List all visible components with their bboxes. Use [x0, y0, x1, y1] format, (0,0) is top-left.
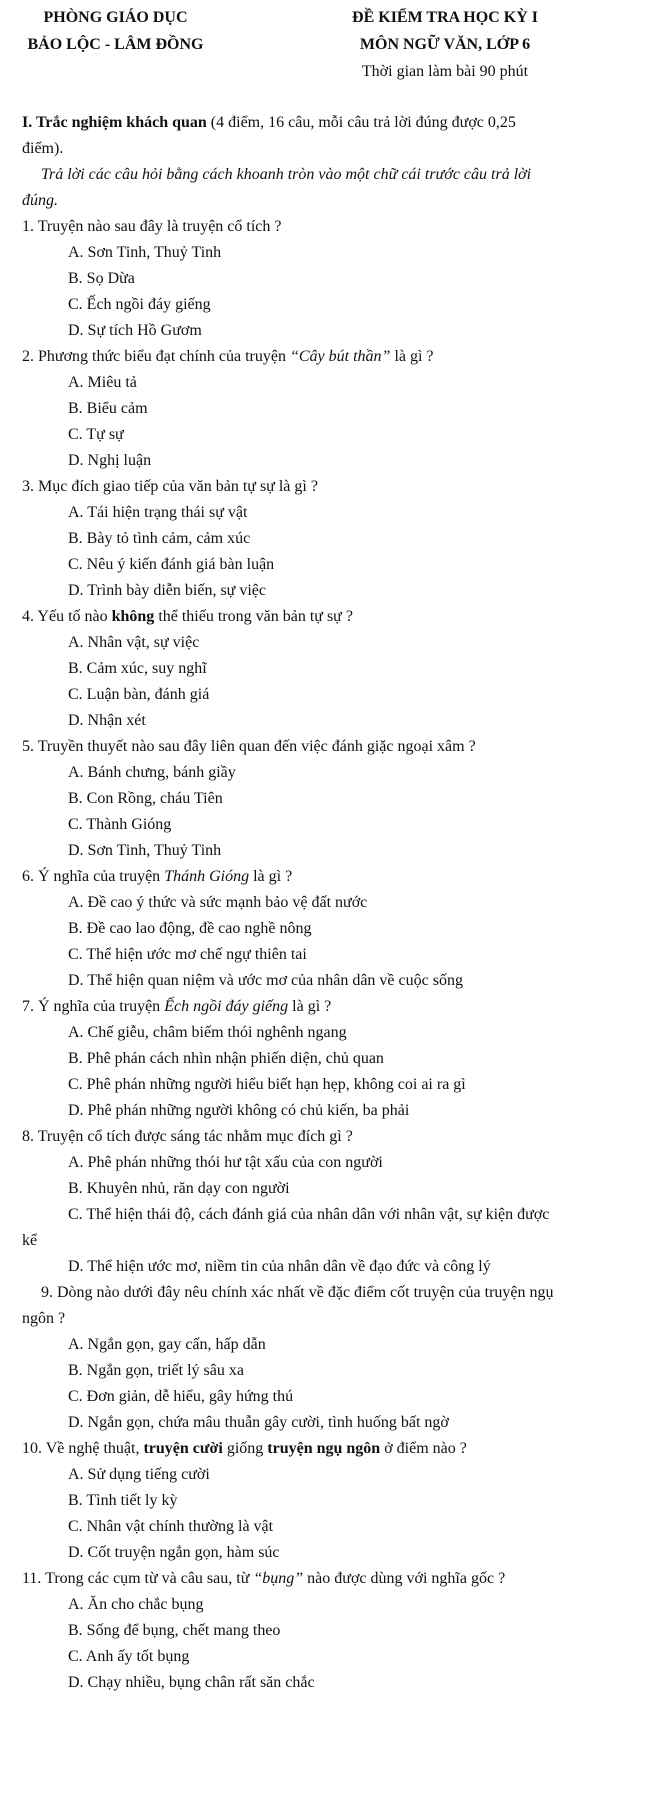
question-text-part: là gì ?	[390, 348, 434, 365]
answer-option[interactable]: D. Chạy nhiều, bụng chân rất săn chắc	[68, 1674, 315, 1691]
question	[22, 864, 630, 994]
answer-option[interactable]: B. Sọ Dừa	[68, 270, 135, 287]
question-emphasis: Ếch ngồi đáy giếng	[164, 998, 289, 1015]
question-text: 9. Dòng nào dưới đây nêu chính xác nhất về đặc điểm cốt truyện của truyện ngụ	[41, 1284, 554, 1301]
question	[22, 1566, 630, 1696]
answer-option[interactable]: A. Miêu tả	[68, 374, 137, 391]
answer-option[interactable]: D. Sơn Tinh, Thuỷ Tinh	[68, 842, 222, 859]
answer-option[interactable]: C. Luận bàn, đánh giá	[68, 686, 210, 703]
answer-option[interactable]: C. Nêu ý kiến đánh giá bàn luận	[68, 556, 275, 573]
section-title	[22, 110, 630, 136]
exam-content	[22, 110, 630, 1696]
question-text-part: là gì ?	[249, 868, 293, 885]
instruction: Trả lời các câu hỏi bằng cách khoanh tròn vào một chữ cái trước câu trả lời	[41, 166, 532, 183]
question-text-part: 4. Yếu tố nào	[22, 608, 112, 625]
answer-option[interactable]: C. Thành Gióng	[68, 816, 172, 833]
answer-option[interactable]: D. Thể hiện ước mơ, niềm tin của nhân dân về đạo đức và công lý	[68, 1258, 491, 1275]
question	[22, 1124, 630, 1280]
answer-option[interactable]: B. Sống để bụng, chết mang theo	[68, 1622, 281, 1639]
answer-option[interactable]: A. Phê phán những thói hư tật xấu của con người	[68, 1154, 383, 1171]
answer-option[interactable]: C. Ếch ngồi đáy giếng	[68, 296, 211, 313]
question-text: 8. Truyện cổ tích được sáng tác nhằm mục đích gì ?	[22, 1128, 353, 1145]
question	[22, 474, 630, 604]
answer-option[interactable]: B. Bày tỏ tình cảm, cảm xúc	[68, 530, 251, 547]
answer-option[interactable]: D. Sự tích Hồ Gươm	[68, 322, 202, 339]
question	[22, 344, 630, 474]
school-header	[8, 4, 223, 58]
answer-option[interactable]: A. Ăn cho chắc bụng	[68, 1596, 204, 1613]
question-text-part: 10. Về nghệ thuật,	[22, 1440, 144, 1457]
answer-option[interactable]: A. Sử dụng tiếng cười	[68, 1466, 210, 1483]
answer-option[interactable]: B. Biểu cảm	[68, 400, 148, 417]
question-text-part: 2. Phương thức biểu đạt chính của truyện	[22, 348, 290, 365]
time-limit: Thời gian làm bài 90 phút	[361, 63, 529, 80]
question-emphasis: “Cây bút thần”	[289, 348, 391, 365]
answer-option[interactable]: D. Phê phán những người không có chủ kiến, ba phải	[68, 1102, 410, 1119]
answer-option[interactable]: A. Chế giễu, châm biếm thói nghênh ngang	[68, 1024, 347, 1041]
question-emphasis: không	[111, 608, 155, 625]
question	[22, 734, 630, 864]
question-text	[22, 604, 630, 630]
exam-header	[320, 4, 570, 85]
department-name: PHÒNG GIÁO DỤC	[43, 9, 188, 26]
question	[22, 214, 630, 344]
question-text-part: 11. Trong các cụm từ và câu sau, từ	[22, 1570, 254, 1587]
answer-option[interactable]: B. Cảm xúc, suy nghĩ	[68, 660, 207, 677]
question-text-part: giống	[222, 1440, 268, 1457]
instruction-cont: đúng.	[22, 192, 58, 209]
question-text	[22, 344, 630, 370]
answer-option[interactable]: A. Đề cao ý thức và sức mạnh bảo vệ đất nước	[68, 894, 368, 911]
answer-option[interactable]: C. Tự sự	[68, 426, 124, 443]
question-text	[22, 994, 630, 1020]
question-text	[22, 1566, 630, 1592]
answer-option[interactable]: C. Phê phán những người hiểu biết hạn hẹp, không coi ai ra gì	[68, 1076, 466, 1093]
answer-option[interactable]: B. Ngắn gọn, triết lý sâu xa	[68, 1362, 244, 1379]
question-emphasis: truyện ngụ ngôn	[267, 1440, 381, 1457]
section-title-cont: điểm).	[22, 140, 64, 157]
question-text: 5. Truyền thuyết nào sau đây liên quan đến việc đánh giặc ngoại xâm ?	[22, 738, 476, 755]
answer-option[interactable]: D. Trình bày diễn biến, sự việc	[68, 582, 266, 599]
question-text	[22, 1436, 630, 1462]
question	[22, 1280, 630, 1436]
answer-option[interactable]: A. Bánh chưng, bánh giầy	[68, 764, 236, 781]
answer-option[interactable]: C. Đơn giản, dễ hiểu, gây hứng thú	[68, 1388, 294, 1405]
answer-option[interactable]: B. Phê phán cách nhìn nhận phiến diện, chủ quan	[68, 1050, 384, 1067]
question	[22, 604, 630, 734]
question-text-part: ở điểm nào ?	[380, 1440, 467, 1457]
question-text-part: 7. Ý nghĩa của truyện	[22, 998, 165, 1015]
answer-option[interactable]: C. Thể hiện thái độ, cách đánh giá của nhân dân với nhân vật, sự kiện được	[68, 1206, 550, 1223]
answer-option[interactable]: B. Khuyên nhủ, răn dạy con người	[68, 1180, 290, 1197]
answer-option[interactable]: A. Sơn Tinh, Thuỷ Tinh	[68, 244, 222, 261]
exam-title: ĐỀ KIỂM TRA HỌC KỲ I	[352, 9, 538, 26]
section-title-bold: I. Trắc nghiệm khách quan	[22, 114, 207, 131]
question-emphasis: truyện cười	[143, 1440, 223, 1457]
question-text: 1. Truyện nào sau đây là truyện cổ tích ?	[22, 218, 282, 235]
question-text-cont: ngôn ?	[22, 1310, 66, 1327]
answer-option[interactable]: C. Thể hiện ước mơ chế ngự thiên tai	[68, 946, 307, 963]
answer-option[interactable]: D. Nghị luận	[68, 452, 152, 469]
question	[22, 994, 630, 1124]
subject-title: MÔN NGỮ VĂN, LỚP 6	[359, 36, 531, 53]
answer-option[interactable]: D. Thể hiện quan niệm và ước mơ của nhân dân về cuộc sống	[68, 972, 463, 989]
question-text	[22, 864, 630, 890]
district-name: BẢO LỘC - LÂM ĐỒNG	[27, 36, 204, 53]
answer-option[interactable]: C. Anh ấy tốt bụng	[68, 1648, 190, 1665]
question	[22, 1436, 630, 1566]
answer-option[interactable]: D. Nhận xét	[68, 712, 146, 729]
answer-option[interactable]: C. Nhân vật chính thường là vật	[68, 1518, 274, 1535]
answer-option-cont: kể	[22, 1232, 38, 1249]
answer-option[interactable]: D. Ngắn gọn, chứa mâu thuẫn gây cười, tình huống bất ngờ	[68, 1414, 449, 1431]
question-text-part: nào được dùng với nghĩa gốc ?	[303, 1570, 506, 1587]
section-title-rest: (4 điểm, 16 câu, mỗi câu trả lời đúng được 0,25	[206, 114, 516, 131]
answer-option[interactable]: B. Tình tiết ly kỳ	[68, 1492, 178, 1509]
answer-option[interactable]: A. Ngắn gọn, gay cấn, hấp dẫn	[68, 1336, 266, 1353]
question-text: 3. Mục đích giao tiếp của văn bản tự sự là gì ?	[22, 478, 318, 495]
answer-option[interactable]: A. Nhân vật, sự việc	[68, 634, 200, 651]
question-text-part: thể thiếu trong văn bản tự sự ?	[154, 608, 353, 625]
question-text-part: là gì ?	[288, 998, 332, 1015]
question-emphasis: “bụng”	[253, 1570, 304, 1587]
answer-option[interactable]: B. Con Rồng, cháu Tiên	[68, 790, 223, 807]
answer-option[interactable]: A. Tái hiện trạng thái sự vật	[68, 504, 248, 521]
question-emphasis: Thánh Gióng	[164, 868, 250, 885]
answer-option[interactable]: B. Đề cao lao động, đề cao nghề nông	[68, 920, 312, 937]
answer-option[interactable]: D. Cốt truyện ngắn gọn, hàm súc	[68, 1544, 280, 1561]
question-text-part: 6. Ý nghĩa của truyện	[22, 868, 165, 885]
